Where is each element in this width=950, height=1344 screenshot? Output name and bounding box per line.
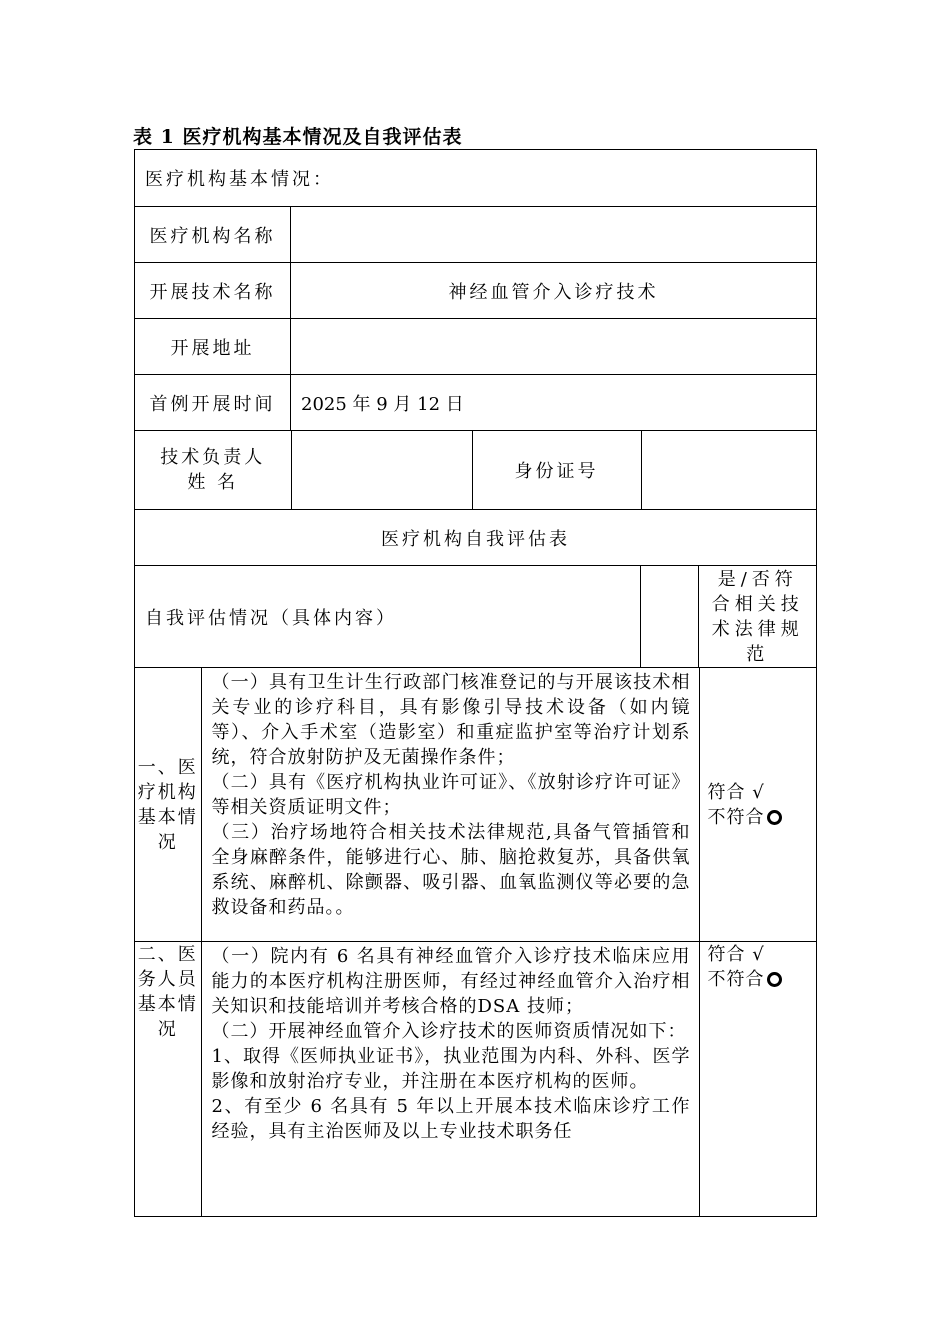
radio-circle-icon[interactable] [767, 810, 782, 825]
section-1-yes[interactable]: 符合 √ [707, 781, 765, 803]
section-2-yes[interactable]: 符合 √ [707, 944, 765, 965]
technique-name-label: 开展技术名称 [135, 263, 291, 319]
radio-circle-icon[interactable] [767, 972, 782, 987]
section-2-no: 不符合 [707, 969, 765, 990]
section-2-no-row[interactable] [708, 967, 810, 992]
section-2-body [201, 942, 699, 1216]
section-1-no-row[interactable] [708, 805, 810, 830]
leader-name-value[interactable] [291, 431, 472, 509]
leader-label [135, 431, 291, 509]
section-2-para-4: 2、有至少 6 名具有 5 年以上开展本技术临床诊疗工作经验，具有主治医师及以上专业技术职务任 [211, 1096, 691, 1142]
section-1-label: 一、医疗机构基本情况 [135, 668, 201, 941]
address-value[interactable] [291, 319, 817, 375]
section-2-label: 二、医务人员基本情况 [135, 942, 201, 1216]
id-number-label: 身份证号 [472, 431, 641, 509]
institution-name-value[interactable] [291, 207, 817, 263]
address-label: 开展地址 [135, 319, 291, 375]
section-1-no: 不符合 [707, 806, 765, 828]
table-title: 表 1 医疗机构基本情况及自我评估表 [133, 126, 463, 148]
first-date-label: 首例开展时间 [135, 375, 291, 431]
leader-label-line1: 技术负责人 [160, 447, 266, 468]
section-2-compliance [699, 942, 817, 1216]
first-date-value[interactable]: 2025 年 9 月 12 日 [291, 375, 817, 431]
section-1-para-2: （二）具有《医疗机构执业许可证》、《放射诊疗许可证》等相关资质证明文件； [211, 772, 691, 818]
technique-name-value[interactable]: 神经血管介入诊疗技术 [291, 263, 817, 319]
institution-name-label: 医疗机构名称 [135, 207, 291, 263]
basic-info-header: 医疗机构基本情况： [135, 150, 817, 207]
leader-label-line2: 姓 名 [187, 472, 239, 493]
eval-header-left: 自我评估情况（具体内容） [135, 566, 641, 668]
self-eval-title: 医疗机构自我评估表 [135, 510, 817, 566]
section-1-para-3: （三）治疗场地符合相关技术法律规范,具备气管插管和全身麻醉条件，能够进行心、肺、脑抢救复苏，具备供氧系统、麻醉机、除颤器、吸引器、血氧监测仪等必要的急救设备和药品。。 [211, 822, 691, 918]
id-number-value[interactable] [641, 431, 817, 509]
section-1-para-1: （一）具有卫生计生行政部门核准登记的与开展该技术相关专业的诊疗科目，具有影像引导技术设备（如内镜等）、介入手术室（造影室）和重症监护室等治疗计划系统，符合放射防护及无菌操作条件； [211, 672, 691, 768]
eval-header-right: 是/否符合相关技术法律规范 [698, 566, 817, 667]
assessment-table [134, 149, 817, 1217]
section-1-compliance [699, 668, 817, 941]
section-2-para-2: （二）开展神经血管介入诊疗技术的医师资质情况如下： [211, 1021, 687, 1042]
section-2-para-3: 1、取得《医师执业证书》，执业范围为内科、外科、医学影像和放射治疗专业，并注册在本医疗机构的医师。 [211, 1046, 691, 1092]
section-2-para-1: （一）院内有 6 名具有神经血管介入诊疗技术临床应用能力的本医疗机构注册医师，有经过神经血管介入治疗相关知识和技能培训并考核合格的DSA 技师； [211, 946, 691, 1017]
section-1-body [201, 668, 699, 941]
